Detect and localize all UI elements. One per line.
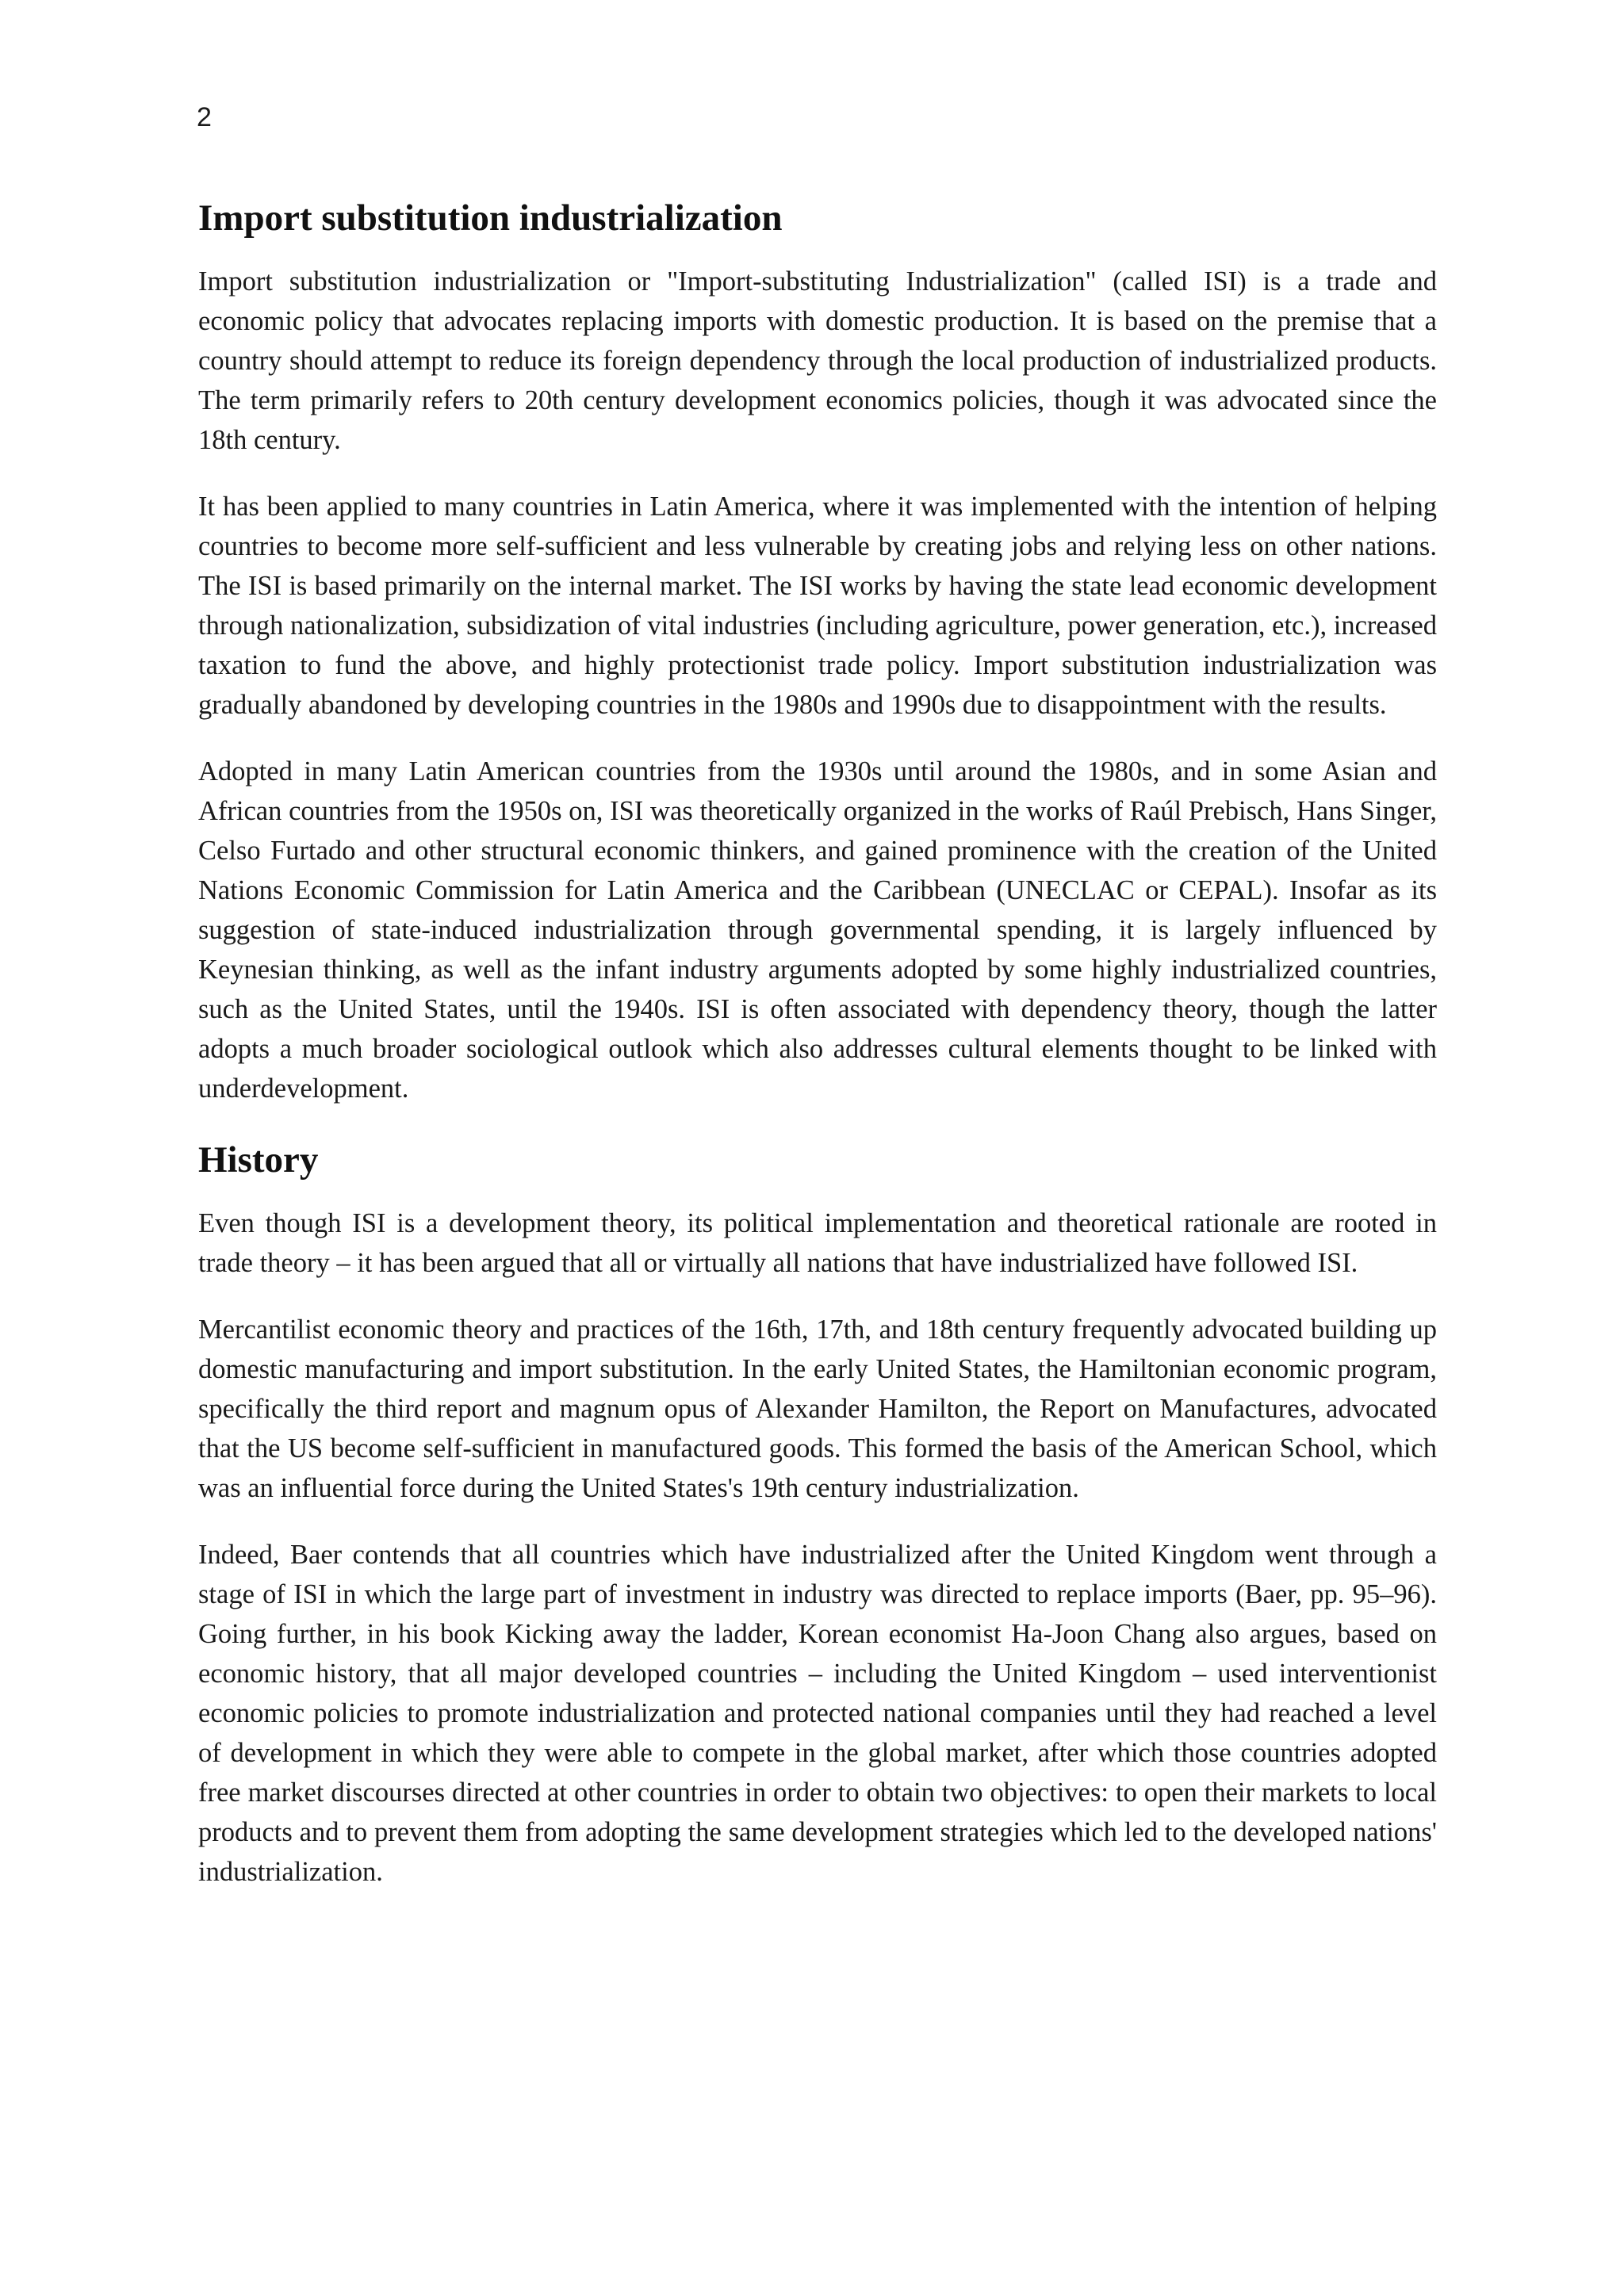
- page-number: 2: [197, 102, 212, 132]
- paragraph: Adopted in many Latin American countries from the 1930s until around the 1980s, and in some Asian and African countries from the 1950s on, ISI was theoretically organized in the works of Raúl Prebisch, Hans Singer, Celso Furtado and other structural economic thinkers, and gained prominence with the creation of the United Nations Economic Commission for Latin America and the Caribbean (UNECLAC or CEPAL). Insofar as its suggestion of state-induced industrialization through governmental spending, it is largely influenced by Keynesian thinking, as well as the infant industry arguments adopted by some highly industrialized countries, such as the United States, until the 1940s. ISI is often associated with dependency theory, though the latter adopts a much broader sociological outlook which also addresses cultural elements thought to be linked with underdevelopment.: [198, 756, 1437, 1104]
- paragraph: Indeed, Baer contends that all countries which have industrialized after the United Kingdom went through a stage of ISI in which the large part of investment in industry was directed to replace imports (Baer, pp. 95–96). Going further, in his book Kicking away the ladder, Korean economist Ha-Joon Chang also argues, based on economic history, that all major developed countries – including the United Kingdom – used interventionist economic policies to promote industrialization and protected national companies until they had reached a level of development in which they were able to compete in the global market, after which those countries adopted free market discourses directed at other countries in order to obtain two objectives: to open their markets to local products and to prevent them from adopting the same development strategies which led to the developed nations' industrialization.: [198, 1540, 1437, 1887]
- paragraph: Mercantilist economic theory and practices of the 16th, 17th, and 18th century frequently advocated building up domestic manufacturing and import substitution. In the early United States, the Hamiltonian economic program, specifically the third report and magnum opus of Alexander Hamilton, the Report on Manufactures, advocated that the US become self-sufficient in manufactured goods. This formed the basis of the American School, which was an influential force during the United States's 19th century industrialization.: [198, 1314, 1437, 1503]
- section-heading-history: History: [198, 1139, 319, 1181]
- page-content: [198, 193, 1437, 1919]
- section-heading-isi: Import substitution industrialization: [198, 197, 783, 239]
- paragraph: It has been applied to many countries in Latin America, where it was implemented with the intention of helping countries to become more self-sufficient and less vulnerable by creating jobs and relying less on other nations. The ISI is based primarily on the internal market. The ISI works by having the state lead economic development through nationalization, subsidization of vital industries (including agriculture, power generation, etc.), increased taxation to fund the above, and highly protectionist trade policy. Import substitution industrialization was gradually abandoned by developing countries in the 1980s and 1990s due to disappointment with the results.: [198, 492, 1437, 720]
- paragraph: Even though ISI is a development theory, its political implementation and theoretical rationale are rooted in trade theory – it has been argued that all or virtually all nations that have industrialized have followed ISI.: [198, 1208, 1437, 1278]
- paragraph: Import substitution industrialization or "Import-substituting Industrialization" (called ISI) is a trade and economic policy that advocates replacing imports with domestic production. It is based on the premise that a country should attempt to reduce its foreign dependency through the local production of industrialized products. The term primarily refers to 20th century development economics policies, though it was advocated since the 18th century.: [198, 266, 1437, 455]
